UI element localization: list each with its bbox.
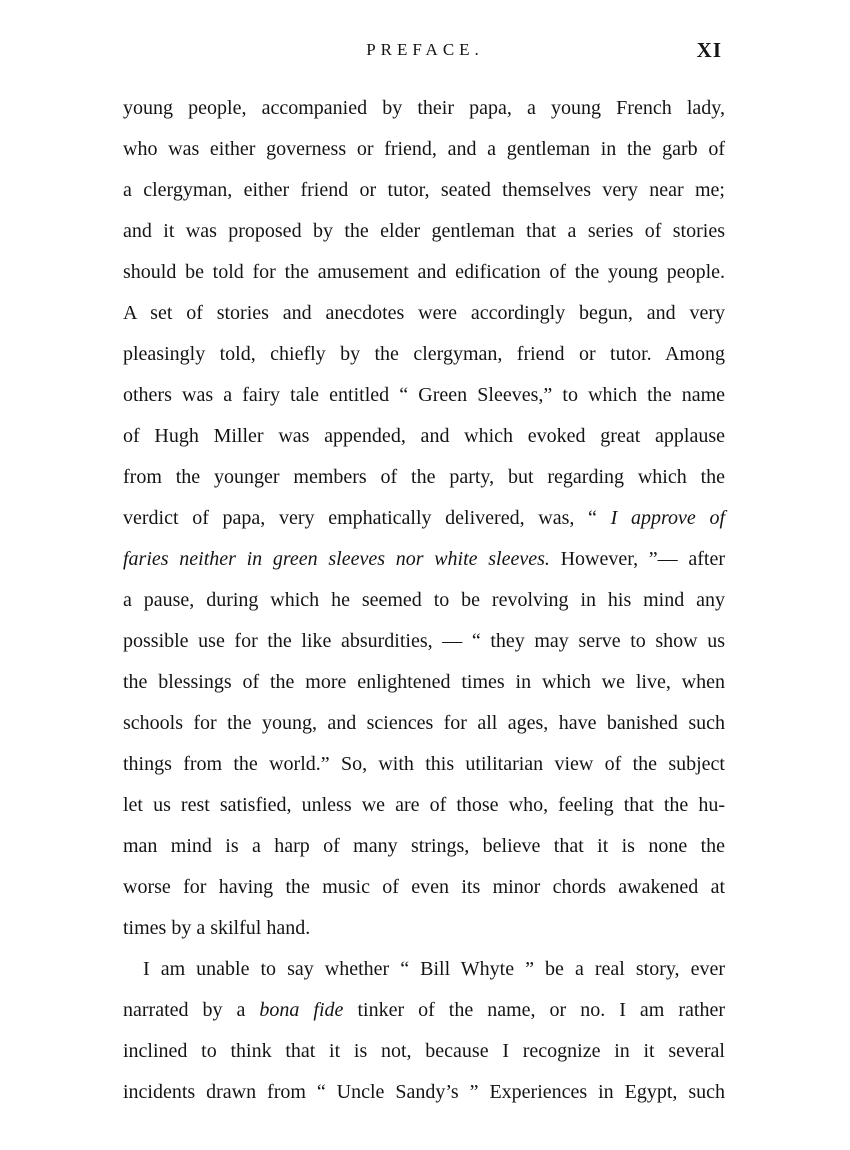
text-line: pleasingly told, chiefly by the clergyman, friend or tutor. Among [123,343,725,365]
running-head [0,38,850,68]
text-line-with-italic: faries neither in green sleeves nor white sleeves. However, ”— after [123,548,725,570]
text-line: a clergyman, either friend or tutor, seated themselves very near me; [123,179,725,201]
text-line: a pause, during which he seemed to be revolving in his mind any [123,589,725,611]
running-title: PREFACE. [366,40,484,59]
text-line: schools for the young, and sciences for all ages, have banished such [123,712,725,734]
text-line: of Hugh Miller was appended, and which evoked great applause [123,425,725,447]
page-number: XI [696,38,722,62]
body-text [123,88,725,1113]
text-line: from the younger members of the party, but regarding which the [123,466,725,488]
text-line: possible use for the like absurdities, — “ they may serve to show us [123,630,725,652]
text-line: incidents drawn from “ Uncle Sandy’s ” Experiences in Egypt, such [123,1081,725,1103]
text-line: man mind is a harp of many strings, believe that it is none the [123,835,725,857]
text-line: inclined to think that it is not, because I recognize in it several [123,1040,725,1062]
text-line: the blessings of the more enlightened times in which we live, when [123,671,725,693]
text-line-with-italic: narrated by a bona fide tinker of the name, or no. I am rather [123,999,725,1021]
text-line: worse for having the music of even its minor chords awakened at [123,876,725,898]
paragraph-2 [123,949,725,1113]
text-line: times by a skilful hand. [123,917,311,939]
text-line: things from the world.” So, with this utilitarian view of the subject [123,753,725,775]
text-line: let us rest satisfied, unless we are of those who, feeling that the hu- [123,794,725,816]
paragraph-1 [123,88,725,949]
text-line-with-italic: verdict of papa, very emphatically delivered, was, “ I approve of [123,507,726,529]
text-line: young people, accompanied by their papa, a young French lady, [123,97,725,119]
text-line: I am unable to say whether “ Bill Whyte ” be a real story, ever [143,958,725,980]
text-line: and it was proposed by the elder gentleman that a series of stories [123,220,725,242]
text-line: should be told for the amusement and edification of the young people. [123,261,725,283]
text-line: others was a fairy tale entitled “ Green Sleeves,” to which the name [123,384,725,406]
text-line: A set of stories and anecdotes were accordingly begun, and very [123,302,725,324]
text-line: who was either governess or friend, and a gentleman in the garb of [123,138,725,160]
